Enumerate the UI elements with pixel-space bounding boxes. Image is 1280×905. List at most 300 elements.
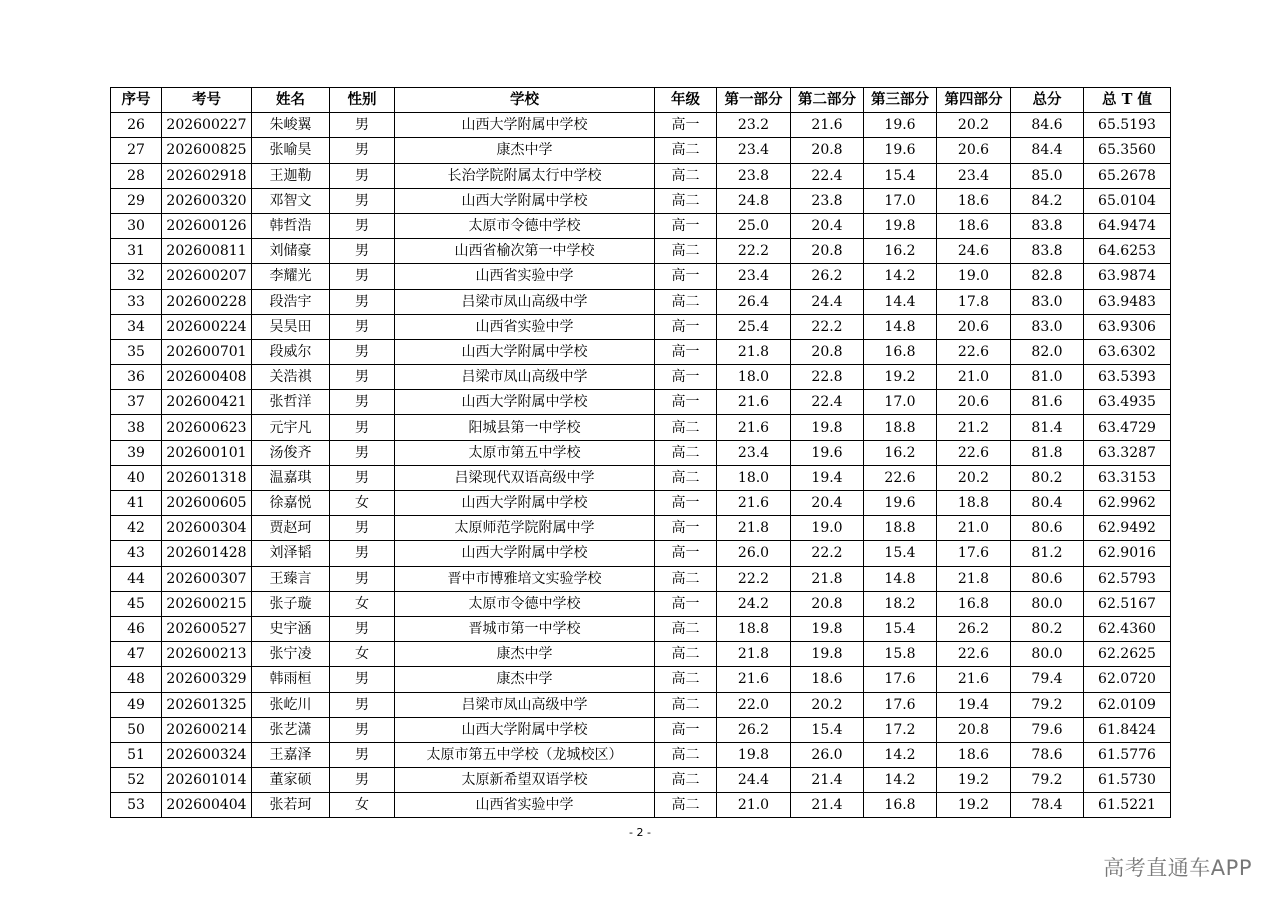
cell-part3: 14.4	[864, 289, 937, 314]
cell-name: 张子璇	[252, 591, 330, 616]
cell-part3: 19.6	[864, 491, 937, 516]
cell-t-score: 63.3153	[1084, 465, 1171, 490]
cell-name: 段威尔	[252, 339, 330, 364]
table-row	[111, 289, 1171, 314]
cell-t-score: 63.6302	[1084, 339, 1171, 364]
cell-part1: 21.8	[717, 339, 791, 364]
cell-name: 王嘉泽	[252, 742, 330, 767]
cell-grade: 高二	[655, 289, 717, 314]
cell-part3: 19.2	[864, 365, 937, 390]
cell-exam-id: 202600126	[162, 213, 252, 238]
table-body	[111, 113, 1171, 818]
cell-exam-id: 202601318	[162, 465, 252, 490]
cell-exam-id: 202600605	[162, 491, 252, 516]
cell-name: 张喻昊	[252, 138, 330, 163]
cell-name: 李耀光	[252, 264, 330, 289]
table-row	[111, 339, 1171, 364]
cell-gender: 男	[330, 314, 395, 339]
cell-name: 关浩祺	[252, 365, 330, 390]
cell-part3: 14.8	[864, 314, 937, 339]
cell-part1: 21.6	[717, 491, 791, 516]
cell-part4: 22.6	[937, 440, 1011, 465]
cell-school: 山西大学附属中学校	[395, 390, 655, 415]
cell-exam-id: 202600320	[162, 188, 252, 213]
cell-index: 28	[111, 163, 162, 188]
cell-index: 32	[111, 264, 162, 289]
cell-exam-id: 202601428	[162, 541, 252, 566]
cell-part2: 26.2	[791, 264, 864, 289]
cell-part4: 21.6	[937, 667, 1011, 692]
cell-part1: 21.0	[717, 793, 791, 818]
cell-part3: 17.6	[864, 692, 937, 717]
cell-part1: 24.2	[717, 591, 791, 616]
cell-part3: 16.8	[864, 793, 937, 818]
cell-part1: 21.8	[717, 642, 791, 667]
cell-part1: 22.0	[717, 692, 791, 717]
cell-part2: 19.4	[791, 465, 864, 490]
cell-gender: 男	[330, 213, 395, 238]
cell-index: 52	[111, 768, 162, 793]
cell-index: 36	[111, 365, 162, 390]
cell-grade: 高一	[655, 390, 717, 415]
cell-total: 81.0	[1011, 365, 1084, 390]
cell-part3: 18.8	[864, 516, 937, 541]
cell-school: 山西省实验中学	[395, 793, 655, 818]
cell-t-score: 61.5730	[1084, 768, 1171, 793]
cell-t-score: 62.9492	[1084, 516, 1171, 541]
cell-part2: 20.4	[791, 491, 864, 516]
cell-t-score: 63.4935	[1084, 390, 1171, 415]
cell-grade: 高二	[655, 465, 717, 490]
cell-part1: 26.4	[717, 289, 791, 314]
cell-total: 83.0	[1011, 314, 1084, 339]
table-row	[111, 793, 1171, 818]
cell-total: 81.2	[1011, 541, 1084, 566]
cell-t-score: 62.0720	[1084, 667, 1171, 692]
cell-t-score: 62.0109	[1084, 692, 1171, 717]
cell-part3: 17.0	[864, 390, 937, 415]
cell-gender: 男	[330, 516, 395, 541]
cell-gender: 男	[330, 239, 395, 264]
cell-t-score: 62.9962	[1084, 491, 1171, 516]
cell-exam-id: 202600101	[162, 440, 252, 465]
cell-index: 48	[111, 667, 162, 692]
cell-part2: 19.8	[791, 616, 864, 641]
cell-t-score: 62.5167	[1084, 591, 1171, 616]
cell-gender: 男	[330, 742, 395, 767]
cell-part1: 18.8	[717, 616, 791, 641]
cell-school: 太原市令德中学校	[395, 213, 655, 238]
cell-part3: 15.8	[864, 642, 937, 667]
cell-index: 53	[111, 793, 162, 818]
cell-school: 吕梁市凤山高级中学	[395, 365, 655, 390]
cell-school: 太原新希望双语学校	[395, 768, 655, 793]
cell-index: 45	[111, 591, 162, 616]
cell-index: 33	[111, 289, 162, 314]
cell-part3: 19.8	[864, 213, 937, 238]
cell-part1: 22.2	[717, 566, 791, 591]
cell-gender: 男	[330, 264, 395, 289]
cell-total: 85.0	[1011, 163, 1084, 188]
cell-part2: 20.8	[791, 239, 864, 264]
cell-gender: 女	[330, 642, 395, 667]
cell-grade: 高二	[655, 239, 717, 264]
cell-name: 董家硕	[252, 768, 330, 793]
cell-t-score: 62.4360	[1084, 616, 1171, 641]
cell-part1: 23.4	[717, 264, 791, 289]
cell-name: 张若珂	[252, 793, 330, 818]
cell-part4: 26.2	[937, 616, 1011, 641]
table-row	[111, 390, 1171, 415]
cell-part4: 19.4	[937, 692, 1011, 717]
cell-t-score: 61.5221	[1084, 793, 1171, 818]
cell-name: 张宁凌	[252, 642, 330, 667]
cell-index: 41	[111, 491, 162, 516]
column-header-part3: 第三部分	[864, 88, 937, 113]
cell-index: 46	[111, 616, 162, 641]
cell-total: 83.8	[1011, 239, 1084, 264]
cell-grade: 高二	[655, 667, 717, 692]
cell-index: 27	[111, 138, 162, 163]
cell-t-score: 61.8424	[1084, 717, 1171, 742]
cell-part2: 19.8	[791, 415, 864, 440]
cell-part1: 26.0	[717, 541, 791, 566]
cell-exam-id: 202600207	[162, 264, 252, 289]
cell-part1: 23.2	[717, 113, 791, 138]
cell-index: 50	[111, 717, 162, 742]
cell-exam-id: 202602918	[162, 163, 252, 188]
cell-school: 山西大学附属中学校	[395, 339, 655, 364]
cell-grade: 高二	[655, 440, 717, 465]
cell-part3: 17.2	[864, 717, 937, 742]
cell-total: 82.8	[1011, 264, 1084, 289]
cell-school: 康杰中学	[395, 138, 655, 163]
cell-total: 80.2	[1011, 465, 1084, 490]
cell-gender: 男	[330, 138, 395, 163]
cell-part2: 20.4	[791, 213, 864, 238]
cell-index: 49	[111, 692, 162, 717]
cell-part1: 18.0	[717, 365, 791, 390]
cell-total: 80.6	[1011, 566, 1084, 591]
cell-grade: 高二	[655, 616, 717, 641]
cell-index: 37	[111, 390, 162, 415]
cell-exam-id: 202601325	[162, 692, 252, 717]
cell-name: 徐嘉悦	[252, 491, 330, 516]
cell-grade: 高一	[655, 339, 717, 364]
cell-part4: 17.6	[937, 541, 1011, 566]
cell-part4: 20.6	[937, 138, 1011, 163]
cell-gender: 男	[330, 566, 395, 591]
cell-gender: 女	[330, 491, 395, 516]
cell-total: 80.6	[1011, 516, 1084, 541]
cell-index: 47	[111, 642, 162, 667]
cell-gender: 男	[330, 365, 395, 390]
cell-grade: 高二	[655, 742, 717, 767]
cell-t-score: 62.5793	[1084, 566, 1171, 591]
cell-part1: 24.8	[717, 188, 791, 213]
cell-part4: 17.8	[937, 289, 1011, 314]
cell-exam-id: 202600408	[162, 365, 252, 390]
cell-index: 34	[111, 314, 162, 339]
cell-part2: 22.2	[791, 541, 864, 566]
cell-part2: 24.4	[791, 289, 864, 314]
column-header-name: 姓名	[252, 88, 330, 113]
table-row	[111, 188, 1171, 213]
cell-name: 邓智文	[252, 188, 330, 213]
cell-name: 史宇涵	[252, 616, 330, 641]
cell-name: 汤俊齐	[252, 440, 330, 465]
cell-index: 30	[111, 213, 162, 238]
cell-total: 79.4	[1011, 667, 1084, 692]
cell-gender: 女	[330, 793, 395, 818]
cell-school: 太原市第五中学校（龙城校区）	[395, 742, 655, 767]
cell-school: 山西大学附属中学校	[395, 188, 655, 213]
cell-grade: 高一	[655, 491, 717, 516]
cell-part3: 18.2	[864, 591, 937, 616]
cell-grade: 高二	[655, 138, 717, 163]
cell-index: 40	[111, 465, 162, 490]
cell-gender: 男	[330, 390, 395, 415]
cell-school: 晋中市博雅培文实验学校	[395, 566, 655, 591]
table-row	[111, 516, 1171, 541]
table-row	[111, 163, 1171, 188]
cell-part3: 17.0	[864, 188, 937, 213]
cell-name: 朱峻翼	[252, 113, 330, 138]
cell-grade: 高二	[655, 188, 717, 213]
table-row	[111, 264, 1171, 289]
column-header-exam-id: 考号	[162, 88, 252, 113]
cell-part4: 21.0	[937, 365, 1011, 390]
table-row	[111, 491, 1171, 516]
cell-index: 31	[111, 239, 162, 264]
cell-total: 81.6	[1011, 390, 1084, 415]
cell-total: 80.2	[1011, 616, 1084, 641]
cell-part1: 23.4	[717, 138, 791, 163]
table-row	[111, 113, 1171, 138]
cell-part2: 20.8	[791, 339, 864, 364]
cell-exam-id: 202600227	[162, 113, 252, 138]
cell-grade: 高一	[655, 113, 717, 138]
cell-t-score: 65.3560	[1084, 138, 1171, 163]
cell-part3: 15.4	[864, 541, 937, 566]
table-row	[111, 541, 1171, 566]
cell-school: 山西省实验中学	[395, 264, 655, 289]
table-row	[111, 768, 1171, 793]
cell-gender: 男	[330, 768, 395, 793]
cell-part1: 22.2	[717, 239, 791, 264]
cell-total: 84.2	[1011, 188, 1084, 213]
cell-part2: 26.0	[791, 742, 864, 767]
cell-exam-id: 202600623	[162, 415, 252, 440]
cell-index: 29	[111, 188, 162, 213]
cell-part3: 16.2	[864, 440, 937, 465]
table-row	[111, 465, 1171, 490]
table-row	[111, 365, 1171, 390]
cell-name: 韩哲浩	[252, 213, 330, 238]
cell-part2: 21.8	[791, 566, 864, 591]
cell-t-score: 63.9306	[1084, 314, 1171, 339]
cell-gender: 男	[330, 113, 395, 138]
cell-school: 晋城市第一中学校	[395, 616, 655, 641]
cell-exam-id: 202600404	[162, 793, 252, 818]
cell-school: 山西大学附属中学校	[395, 541, 655, 566]
cell-exam-id: 202600421	[162, 390, 252, 415]
cell-exam-id: 202600228	[162, 289, 252, 314]
cell-part2: 21.4	[791, 793, 864, 818]
cell-part1: 21.8	[717, 516, 791, 541]
cell-total: 83.0	[1011, 289, 1084, 314]
cell-name: 段浩宇	[252, 289, 330, 314]
cell-name: 王迦勒	[252, 163, 330, 188]
cell-part2: 19.6	[791, 440, 864, 465]
cell-school: 吕梁市凤山高级中学	[395, 692, 655, 717]
cell-school: 太原市令德中学校	[395, 591, 655, 616]
table-row	[111, 239, 1171, 264]
cell-index: 39	[111, 440, 162, 465]
cell-part1: 25.0	[717, 213, 791, 238]
column-header-gender: 性别	[330, 88, 395, 113]
cell-part4: 18.6	[937, 188, 1011, 213]
cell-gender: 男	[330, 541, 395, 566]
cell-part4: 22.6	[937, 339, 1011, 364]
column-header-school: 学校	[395, 88, 655, 113]
table-row	[111, 616, 1171, 641]
cell-gender: 男	[330, 616, 395, 641]
cell-t-score: 63.9483	[1084, 289, 1171, 314]
table-row	[111, 566, 1171, 591]
cell-exam-id: 202600213	[162, 642, 252, 667]
cell-part3: 16.8	[864, 339, 937, 364]
table-row	[111, 692, 1171, 717]
cell-t-score: 62.9016	[1084, 541, 1171, 566]
cell-exam-id: 202600324	[162, 742, 252, 767]
cell-exam-id: 202600701	[162, 339, 252, 364]
cell-t-score: 63.5393	[1084, 365, 1171, 390]
cell-total: 78.4	[1011, 793, 1084, 818]
cell-total: 82.0	[1011, 339, 1084, 364]
cell-part4: 23.4	[937, 163, 1011, 188]
cell-grade: 高一	[655, 717, 717, 742]
cell-part3: 14.2	[864, 264, 937, 289]
table-row	[111, 314, 1171, 339]
cell-part3: 18.8	[864, 415, 937, 440]
cell-part3: 22.6	[864, 465, 937, 490]
cell-part1: 23.8	[717, 163, 791, 188]
cell-t-score: 63.9874	[1084, 264, 1171, 289]
cell-name: 吴昊田	[252, 314, 330, 339]
cell-gender: 男	[330, 692, 395, 717]
cell-grade: 高二	[655, 793, 717, 818]
cell-index: 26	[111, 113, 162, 138]
cell-part4: 19.2	[937, 793, 1011, 818]
cell-part3: 19.6	[864, 138, 937, 163]
cell-part4: 20.2	[937, 113, 1011, 138]
table-row	[111, 415, 1171, 440]
column-header-index: 序号	[111, 88, 162, 113]
cell-index: 42	[111, 516, 162, 541]
page-number: - 2 -	[629, 826, 651, 839]
cell-part2: 20.8	[791, 138, 864, 163]
cell-grade: 高一	[655, 591, 717, 616]
cell-gender: 男	[330, 188, 395, 213]
cell-part1: 26.2	[717, 717, 791, 742]
table-header	[111, 88, 1171, 113]
cell-part1: 18.0	[717, 465, 791, 490]
cell-part2: 19.8	[791, 642, 864, 667]
cell-school: 山西大学附属中学校	[395, 113, 655, 138]
cell-total: 81.8	[1011, 440, 1084, 465]
cell-grade: 高二	[655, 415, 717, 440]
cell-part4: 16.8	[937, 591, 1011, 616]
cell-part1: 25.4	[717, 314, 791, 339]
cell-school: 吕梁现代双语高级中学	[395, 465, 655, 490]
cell-exam-id: 202600811	[162, 239, 252, 264]
cell-exam-id: 202600224	[162, 314, 252, 339]
cell-school: 太原师范学院附属中学	[395, 516, 655, 541]
cell-part4: 19.0	[937, 264, 1011, 289]
cell-part3: 17.6	[864, 667, 937, 692]
cell-part4: 18.6	[937, 742, 1011, 767]
column-header-t-score: 总 T 值	[1084, 88, 1171, 113]
column-header-grade: 年级	[655, 88, 717, 113]
cell-gender: 男	[330, 440, 395, 465]
cell-grade: 高一	[655, 516, 717, 541]
cell-name: 张哲洋	[252, 390, 330, 415]
cell-part4: 21.0	[937, 516, 1011, 541]
cell-total: 84.6	[1011, 113, 1084, 138]
column-header-total: 总分	[1011, 88, 1084, 113]
cell-part3: 15.4	[864, 616, 937, 641]
cell-part2: 20.8	[791, 591, 864, 616]
cell-gender: 男	[330, 667, 395, 692]
cell-part2: 18.6	[791, 667, 864, 692]
cell-grade: 高一	[655, 365, 717, 390]
column-header-part1: 第一部分	[717, 88, 791, 113]
cell-part4: 20.6	[937, 314, 1011, 339]
cell-name: 王臻言	[252, 566, 330, 591]
cell-name: 张屹川	[252, 692, 330, 717]
cell-gender: 男	[330, 163, 395, 188]
cell-total: 83.8	[1011, 213, 1084, 238]
cell-exam-id: 202601014	[162, 768, 252, 793]
cell-total: 78.6	[1011, 742, 1084, 767]
cell-grade: 高一	[655, 264, 717, 289]
cell-total: 80.0	[1011, 642, 1084, 667]
score-table	[110, 87, 1171, 818]
cell-t-score: 65.0104	[1084, 188, 1171, 213]
cell-gender: 男	[330, 717, 395, 742]
cell-grade: 高一	[655, 213, 717, 238]
cell-name: 韩雨桓	[252, 667, 330, 692]
table-row	[111, 642, 1171, 667]
cell-school: 太原市第五中学校	[395, 440, 655, 465]
cell-name: 元宇凡	[252, 415, 330, 440]
cell-part4: 20.2	[937, 465, 1011, 490]
cell-part1: 19.8	[717, 742, 791, 767]
cell-name: 贾赵珂	[252, 516, 330, 541]
cell-total: 80.0	[1011, 591, 1084, 616]
cell-grade: 高二	[655, 566, 717, 591]
cell-part4: 21.2	[937, 415, 1011, 440]
cell-total: 84.4	[1011, 138, 1084, 163]
cell-gender: 男	[330, 415, 395, 440]
cell-part1: 21.6	[717, 667, 791, 692]
cell-school: 阳城县第一中学校	[395, 415, 655, 440]
cell-exam-id: 202600527	[162, 616, 252, 641]
cell-t-score: 62.2625	[1084, 642, 1171, 667]
cell-gender: 男	[330, 339, 395, 364]
cell-total: 79.2	[1011, 692, 1084, 717]
